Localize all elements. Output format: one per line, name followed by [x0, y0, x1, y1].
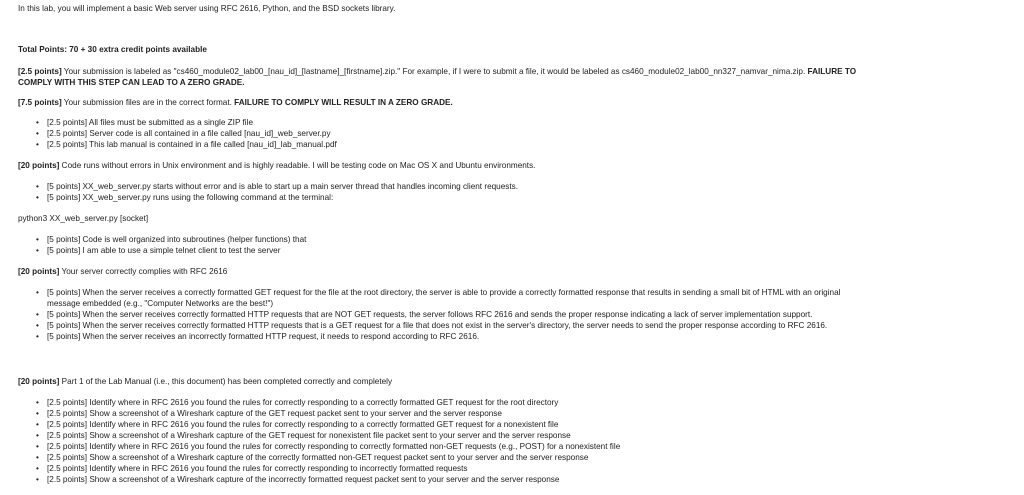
list-item: [36, 288, 841, 299]
bullet-icon: •: [36, 182, 39, 191]
terminal-command: python3 XX_web_server.py [socket]: [18, 214, 149, 223]
list-item: [36, 332, 480, 343]
bullet-icon: •: [36, 235, 39, 244]
bullet-icon: •: [36, 310, 39, 319]
list-item: [36, 431, 571, 442]
list-item: [36, 246, 281, 257]
section-naming-points: [2.5 points]: [18, 67, 62, 76]
list-item-text: [5 points] When the server receives correctly formatted HTTP requests that are NOT GET requests, the server follows RFC 2616 and sends the proper response indicating a lack of server implementation support.: [47, 310, 813, 319]
list-item-continuation: message embedded (e.g., "Computer Networks are the best!"): [47, 299, 274, 308]
section-naming-text: Your submission is labeled as "cs460_module02_lab00_[nau_id]_[lastname]_[firstname].zip." For example, if I were to submit a file, it would be labeled as cs460_module02_lab00_nn327_namvar_nima.zip.: [61, 67, 808, 76]
bullet-icon: •: [36, 193, 39, 202]
section-code-points: [20 points]: [18, 161, 60, 170]
list-item: [36, 129, 331, 140]
list-item-text: [2.5 points] Identify where in RFC 2616 you found the rules for correctly responding to a correctly formatted GET request for a nonexistent file: [47, 420, 559, 429]
list-item-text: [5 points] XX_web_server.py starts without error and is able to start up a main server thread that handles incoming client requests.: [47, 182, 519, 191]
bullet-icon: •: [36, 453, 39, 462]
section-code-line: [18, 161, 535, 172]
list-item-text: [2.5 points] All files must be submitted as a single ZIP file: [47, 118, 254, 127]
section-format-line: [18, 98, 453, 109]
section-format-text: Your submission files are in the correct format.: [61, 98, 235, 107]
list-item-text: [2.5 points] This lab manual is contained in a file called [nau_id]_lab_manual.pdf: [47, 140, 337, 149]
bullet-icon: •: [36, 288, 39, 297]
list-item-text: [5 points] I am able to use a simple telnet client to test the server: [47, 246, 281, 255]
list-item-text: [2.5 points] Show a screenshot of a Wireshark capture of the incorrectly formatted request packet sent to your server and the server response: [47, 475, 560, 484]
list-item: [36, 321, 828, 332]
list-item-text: [5 points] When the server receives an incorrectly formatted HTTP request, it needs to respond according to RFC 2616.: [47, 332, 480, 341]
list-item: [36, 310, 813, 321]
bullet-icon: •: [36, 442, 39, 451]
list-item: [36, 235, 307, 246]
total-points-heading: Total Points: 70 + 30 extra credit points available: [18, 45, 207, 54]
section-rfc-text: Your server correctly complies with RFC 2616: [59, 267, 228, 276]
list-item-text: [5 points] When the server receives correctly formatted HTTP requests that is a GET request for a file that does not exist in the server's directory, the server needs to send the proper response according to RFC 2616.: [47, 321, 828, 330]
bullet-icon: •: [36, 409, 39, 418]
section-code-text: Code runs without errors in Unix environment and is highly readable. I will be testing code on Mac OS X and Ubuntu environments.: [59, 161, 536, 170]
list-item-text: [2.5 points] Identify where in RFC 2616 you found the rules for correctly responding to correctly formatted non-GET requests (e.g., POST) for a nonexistent file: [47, 442, 621, 451]
section-naming-warning-part2: COMPLY WITH THIS STEP CAN LEAD TO A ZERO GRADE.: [18, 78, 245, 87]
list-item: [36, 420, 559, 431]
list-item-text: [2.5 points] Server code is all contained in a file called [nau_id]_web_server.py: [47, 129, 331, 138]
section-naming-warning-part1: FAILURE TO: [807, 67, 857, 76]
list-item: [36, 409, 502, 420]
section-format-warning: FAILURE TO COMPLY WILL RESULT IN A ZERO GRADE.: [234, 98, 453, 107]
bullet-icon: •: [36, 475, 39, 484]
list-item: [36, 193, 334, 204]
list-item-text: [2.5 points] Show a screenshot of a Wireshark capture of the GET request for nonexistent file packet sent to your server and the server response: [47, 431, 571, 440]
list-item: [36, 182, 519, 193]
bullet-icon: •: [36, 420, 39, 429]
bullet-icon: •: [36, 431, 39, 440]
list-item: [36, 464, 468, 475]
bullet-icon: •: [36, 398, 39, 407]
section-manual-line: [18, 377, 392, 388]
list-item-text: [2.5 points] Show a screenshot of a Wireshark capture of the correctly formatted non-GET request packet sent to your server and the server response: [47, 453, 589, 462]
list-item-text: [5 points] When the server receives a correctly formatted GET request for the file at the root directory, the server is able to provide a correctly formatted response that results in sending a small bit of HTML with an original: [47, 288, 841, 297]
section-rfc-points: [20 points]: [18, 267, 60, 276]
bullet-icon: •: [36, 464, 39, 473]
section-manual-text: Part 1 of the Lab Manual (i.e., this document) has been completed correctly and completely: [59, 377, 393, 386]
list-item-text: [2.5 points] Identify where in RFC 2616 you found the rules for correctly responding to a correctly formatted GET request for the root directory: [47, 398, 559, 407]
list-item-text: [5 points] XX_web_server.py runs using the following command at the terminal:: [47, 193, 334, 202]
bullet-icon: •: [36, 129, 39, 138]
list-item-text: [2.5 points] Identify where in RFC 2616 you found the rules for correctly responding to incorrectly formatted requests: [47, 464, 468, 473]
section-rfc-line: [18, 267, 227, 278]
list-item: [36, 453, 589, 464]
bullet-icon: •: [36, 246, 39, 255]
list-item: [36, 398, 559, 409]
list-item-text: [5 points] Code is well organized into subroutines (helper functions) that: [47, 235, 307, 244]
bullet-icon: •: [36, 332, 39, 341]
bullet-icon: •: [36, 118, 39, 127]
list-item: [36, 475, 560, 486]
section-naming-line1: [18, 67, 856, 78]
intro-text: In this lab, you will implement a basic Web server using RFC 2616, Python, and the BSD sockets library.: [18, 4, 396, 13]
bullet-icon: •: [36, 321, 39, 330]
bullet-icon: •: [36, 140, 39, 149]
list-item-text: [2.5 points] Show a screenshot of a Wireshark capture of the GET request packet sent to your server and the server response: [47, 409, 502, 418]
list-item: [36, 442, 621, 453]
list-item: [36, 140, 337, 151]
section-manual-points: [20 points]: [18, 377, 60, 386]
section-format-points: [7.5 points]: [18, 98, 62, 107]
list-item: [36, 118, 254, 129]
